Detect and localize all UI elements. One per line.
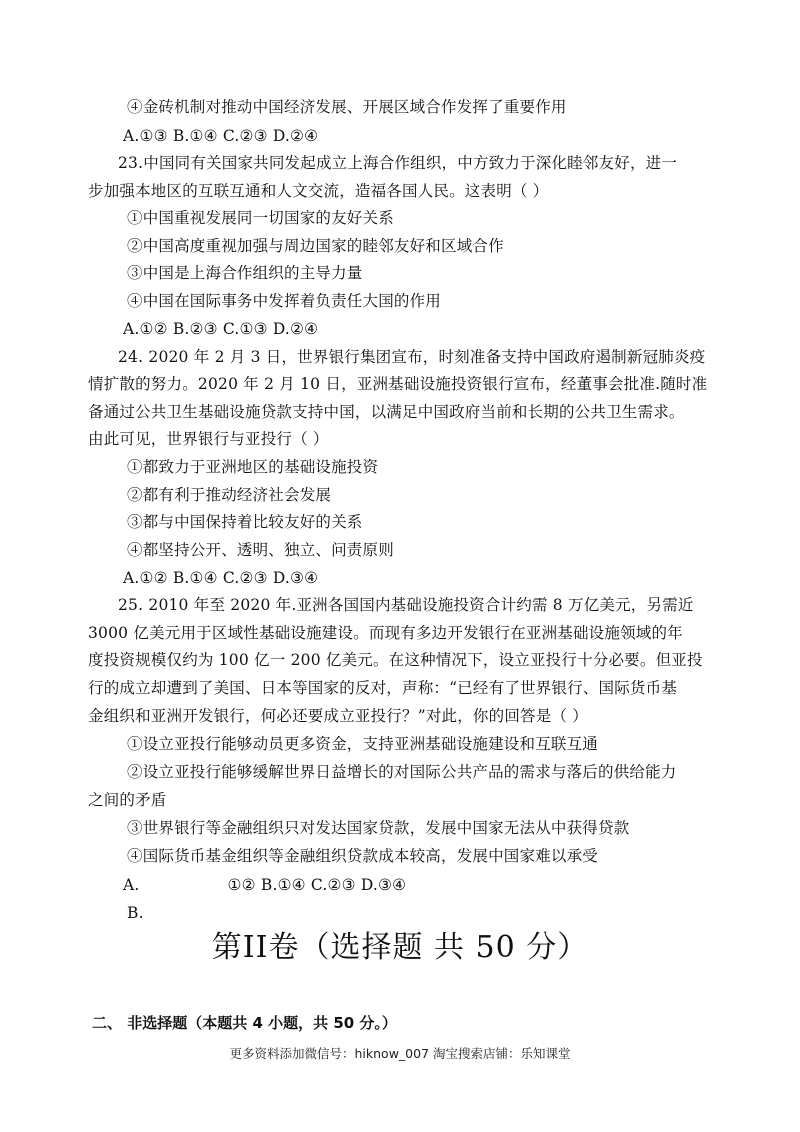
q23-option-3: ③中国是上海合作组织的主导力量 <box>127 264 363 282</box>
q25-option-2-line-2: 之间的矛盾 <box>88 791 167 809</box>
q25-stem-line-5: 金组织和亚洲开发银行，何必还要成立亚投行？”对此，你的回答是（ ） <box>88 707 588 725</box>
q25-answer-choices <box>123 874 406 896</box>
q25-answer-prefix: A. <box>123 876 140 894</box>
q25-stem-line-1: 25. 2010 年至 2020 年.亚洲各国国内基础设施投资合计约需 8 万亿美元，另需近 <box>118 596 694 614</box>
footer-note: 更多资料添加微信号：hiknow_007 淘宝搜索店铺：乐知课堂 <box>229 1046 571 1061</box>
q25-stem-line-2: 3000 亿美元用于区域性基础设施建设。而现有多边开发银行在亚洲基础设施领域的年 <box>88 624 683 642</box>
q23-option-1: ①中国重视发展同一切国家的友好关系 <box>127 209 394 227</box>
q25-option-1: ①设立亚投行能够动员更多资金，支持亚洲基础设施建设和互联互通 <box>127 735 599 753</box>
q24-option-3: ③都与中国保持着比较友好的关系 <box>127 513 363 531</box>
q25-answer-list: ①② B.①④ C.②③ D.③④ <box>227 876 407 894</box>
part-ii-title: 第II卷（选择题 共 50 分） <box>211 930 589 965</box>
q25-stem-line-4: 行的成立却遭到了美国、日本等国家的反对，声称：“已经有了世界银行、国际货币基 <box>88 679 678 697</box>
q23-answer-choices: A.①② B.②③ C.①③ D.②④ <box>123 320 319 338</box>
q23-stem-line-2: 步加强本地区的互联互通和人文交流，造福各国人民。这表明（ ） <box>88 182 549 200</box>
q25-option-4: ④国际货币基金组织等金融组织贷款成本较高，发展中国家难以承受 <box>127 847 599 865</box>
q24-option-1: ①都致力于亚洲地区的基础设施投资 <box>127 458 379 476</box>
q22-answer-choices: A.①③ B.①④ C.②③ D.②④ <box>123 127 319 145</box>
q23-stem-line-1: 23.中国同有关国家共同发起成立上海合作组织，中方致力于深化睦邻友好，进一 <box>118 154 678 172</box>
q24-stem-line-4: 由此可见，世界银行与亚投行（ ） <box>88 430 329 448</box>
q24-answer-choices: A.①② B.①④ C.②③ D.③④ <box>123 569 319 587</box>
q25-option-2-line-1: ②设立亚投行能够缓解世界日益增长的对国际公共产品的需求与落后的供给能力 <box>127 763 677 781</box>
section-heading: 二、 非选择题（本题共 4 小题，共 50 分。） <box>92 1014 397 1032</box>
q24-stem-line-3: 备通过公共卫生基础设施贷款支持中国，以满足中国政府当前和长期的公共卫生需求。 <box>88 403 685 421</box>
q25-option-3: ③世界银行等金融组织只对发达国家贷款，发展中国家无法从中获得贷款 <box>127 819 630 837</box>
q24-option-2: ②都有利于推动经济社会发展 <box>127 486 332 504</box>
q23-option-2: ②中国高度重视加强与周边国家的睦邻友好和区域合作 <box>127 237 504 255</box>
q22-option-4: ④金砖机制对推动中国经济发展、开展区域合作发挥了重要作用 <box>127 98 567 116</box>
q25-stem-line-3: 度投资规模仅约为 100 亿一 200 亿美元。在这种情况下，设立亚投行十分必要。但亚投 <box>88 651 703 669</box>
q24-option-4: ④都坚持公开、透明、独立、问责原则 <box>127 541 394 559</box>
q24-stem-line-1: 24. 2020 年 2 月 3 日，世界银行集团宣布，时刻准备支持中国政府遏制新冠肺炎疫 <box>118 348 706 366</box>
q24-stem-line-2: 情扩散的努力。2020 年 2 月 10 日，亚洲基础设施投资银行宣布，经董事会批准.随时准 <box>88 375 708 393</box>
stray-option-label: B. <box>127 904 144 922</box>
q23-option-4: ④中国在国际事务中发挥着负责任大国的作用 <box>127 292 442 310</box>
